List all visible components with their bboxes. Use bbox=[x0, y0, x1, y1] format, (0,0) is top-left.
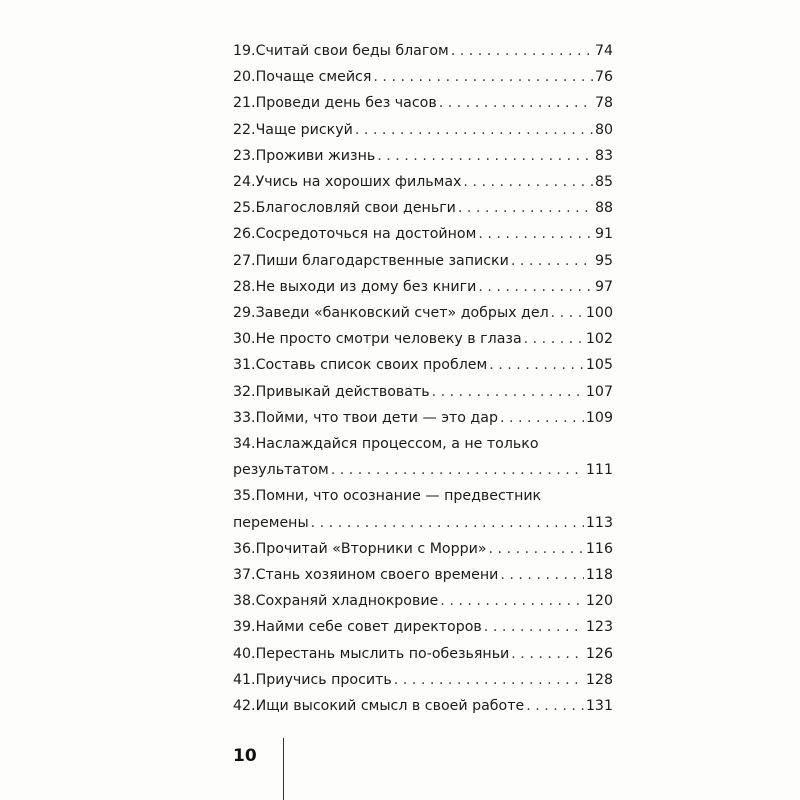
toc-entry-number: 21. bbox=[233, 95, 256, 112]
toc-entry-title: Учись на хороших фильмах bbox=[255, 174, 462, 191]
toc-entry-line bbox=[233, 483, 613, 509]
toc-entry-line bbox=[233, 326, 613, 352]
dot-leader bbox=[432, 379, 584, 405]
toc-entry bbox=[233, 588, 613, 614]
toc-entry-number: 42. bbox=[233, 698, 256, 715]
toc-entry-title: Чаще рискуй bbox=[255, 121, 353, 138]
toc-entry-title: Приучись просить bbox=[255, 671, 392, 688]
dot-leader bbox=[489, 352, 584, 378]
toc-entry-title: Перестань мыслить по-обезьяньи bbox=[255, 645, 510, 662]
toc-page-number: 76 bbox=[594, 69, 613, 86]
toc-page-number: 107 bbox=[585, 383, 613, 400]
toc-page-number: 113 bbox=[585, 514, 613, 531]
toc-page-number: 131 bbox=[585, 698, 613, 715]
dot-leader bbox=[511, 641, 584, 667]
toc-entry bbox=[233, 38, 613, 64]
dot-leader bbox=[478, 221, 593, 247]
toc-page-number: 80 bbox=[594, 121, 613, 138]
toc-page-number: 74 bbox=[594, 43, 613, 59]
dot-leader bbox=[463, 169, 593, 195]
toc-entry-number: 24. bbox=[233, 174, 256, 191]
toc-entry bbox=[233, 379, 613, 405]
toc-entry-number: 38. bbox=[233, 593, 256, 610]
toc-entry bbox=[233, 562, 613, 588]
toc-entry bbox=[233, 221, 613, 247]
dot-leader bbox=[440, 588, 584, 614]
toc-entry-title: Пиши благодарственные записки bbox=[255, 252, 509, 269]
dot-leader bbox=[511, 248, 593, 274]
toc-page-number: 97 bbox=[594, 278, 613, 295]
toc-entry-line bbox=[233, 117, 613, 143]
toc-entry-number: 19. bbox=[233, 43, 256, 59]
toc-entry-title: Прочитай «Вторники с Морри» bbox=[255, 540, 487, 557]
toc-entry-title: Считай свои беды благом bbox=[255, 43, 449, 59]
toc-entry-title-continued: результатом bbox=[233, 462, 329, 479]
dot-leader bbox=[439, 90, 593, 116]
toc-page-number: 83 bbox=[594, 147, 613, 164]
dot-leader bbox=[478, 274, 593, 300]
toc-entry-title: Заведи «банковский счет» добрых дел bbox=[255, 305, 549, 322]
toc-page-number: 100 bbox=[585, 305, 613, 322]
dot-leader bbox=[489, 536, 584, 562]
toc-entry bbox=[233, 195, 613, 221]
toc-page-number: 88 bbox=[594, 200, 613, 217]
toc-entry-line bbox=[233, 169, 613, 195]
toc-entry-number: 23. bbox=[233, 147, 256, 164]
toc-entry-number: 26. bbox=[233, 226, 256, 243]
toc-entry-number: 37. bbox=[233, 567, 256, 584]
dot-leader bbox=[373, 64, 593, 90]
toc-page-number: 109 bbox=[585, 409, 613, 426]
toc-entry bbox=[233, 667, 613, 693]
toc-entry-title-continued: перемены bbox=[233, 514, 309, 531]
toc-entry-title: Стань хозяином своего времени bbox=[255, 567, 499, 584]
dot-leader bbox=[484, 614, 584, 640]
toc-entry-number: 20. bbox=[233, 69, 256, 86]
toc-entry-number: 30. bbox=[233, 331, 256, 348]
dot-leader bbox=[526, 693, 584, 719]
toc-entry-title: Сосредоточься на достойном bbox=[255, 226, 477, 243]
toc-entry-line bbox=[233, 352, 613, 378]
toc-entry-title: Ищи высокий смысл в своей работе bbox=[255, 698, 525, 715]
toc-entry-line bbox=[233, 195, 613, 221]
toc-entry bbox=[233, 169, 613, 195]
toc-entry-number: 29. bbox=[233, 305, 256, 322]
toc-entry bbox=[233, 483, 613, 535]
dot-leader bbox=[355, 117, 593, 143]
toc-page-number: 118 bbox=[585, 567, 613, 584]
toc-entry-line bbox=[233, 431, 613, 457]
toc-entry-line bbox=[233, 405, 613, 431]
toc-entry bbox=[233, 693, 613, 719]
toc-entry-line bbox=[233, 64, 613, 90]
toc-entry bbox=[233, 405, 613, 431]
toc-entry-line bbox=[233, 641, 613, 667]
toc-entry bbox=[233, 352, 613, 378]
toc-entry-title: Не просто смотри человеку в глаза bbox=[255, 331, 522, 348]
footer-divider bbox=[283, 738, 284, 800]
toc-page-number: 95 bbox=[594, 252, 613, 269]
toc-entry-title: Пойми, что твои дети — это дар bbox=[255, 409, 498, 426]
toc-entry-title: Составь список своих проблем bbox=[255, 357, 488, 374]
toc-entry-line bbox=[233, 457, 613, 483]
toc-entry-line bbox=[233, 667, 613, 693]
toc-entry-line bbox=[233, 536, 613, 562]
toc-entry bbox=[233, 431, 613, 483]
dot-leader bbox=[311, 510, 584, 536]
toc-page-number: 105 bbox=[585, 357, 613, 374]
toc-page-number: 91 bbox=[594, 226, 613, 243]
dot-leader bbox=[524, 326, 584, 352]
toc-entry bbox=[233, 90, 613, 116]
toc-entry-number: 35. bbox=[233, 488, 256, 505]
toc-entry bbox=[233, 64, 613, 90]
toc-entry-line bbox=[233, 90, 613, 116]
toc-entry-line bbox=[233, 274, 613, 300]
toc-entry bbox=[233, 614, 613, 640]
toc-entry-title: Наслаждайся процессом, а не только bbox=[255, 436, 539, 453]
dot-leader bbox=[551, 300, 584, 326]
toc-entry-title: Сохраняй хладнокровие bbox=[255, 593, 439, 610]
toc-entry-number: 22. bbox=[233, 121, 256, 138]
toc-entry-title: Проживи жизнь bbox=[255, 147, 376, 164]
toc-entry-line bbox=[233, 38, 613, 64]
toc-page-number: 116 bbox=[585, 540, 613, 557]
dot-leader bbox=[500, 405, 584, 431]
toc-entry-number: 40. bbox=[233, 645, 256, 662]
page-number: 10 bbox=[233, 746, 257, 766]
toc-entry bbox=[233, 143, 613, 169]
toc-entry bbox=[233, 274, 613, 300]
toc-entry-number: 39. bbox=[233, 619, 256, 636]
toc-entry-title: Помни, что осознание — предвестник bbox=[255, 488, 542, 505]
toc-entry-line bbox=[233, 300, 613, 326]
toc-page-number: 128 bbox=[585, 671, 613, 688]
toc-entry bbox=[233, 248, 613, 274]
dot-leader bbox=[394, 667, 584, 693]
toc-entry-title: Проведи день без часов bbox=[255, 95, 437, 112]
toc-entry-number: 33. bbox=[233, 409, 256, 426]
toc-page-number: 123 bbox=[585, 619, 613, 636]
toc-entry-title: Не выходи из дому без книги bbox=[255, 278, 477, 295]
toc-entry-title: Найми себе совет директоров bbox=[255, 619, 482, 636]
toc-entry-line bbox=[233, 588, 613, 614]
toc-entry-line bbox=[233, 248, 613, 274]
toc-entry-line bbox=[233, 143, 613, 169]
toc-entry-number: 25. bbox=[233, 200, 256, 217]
dot-leader bbox=[458, 195, 593, 221]
toc-page-number: 120 bbox=[585, 593, 613, 610]
toc-entry-line bbox=[233, 379, 613, 405]
toc-entry-title: Привыкай действовать bbox=[255, 383, 430, 400]
toc-page-number: 85 bbox=[594, 174, 613, 191]
dot-leader bbox=[500, 562, 584, 588]
toc-entry-number: 27. bbox=[233, 252, 256, 269]
toc-entry-line bbox=[233, 510, 613, 536]
toc-page-number: 78 bbox=[594, 95, 613, 112]
toc-entry-line bbox=[233, 221, 613, 247]
toc-entry-number: 36. bbox=[233, 540, 256, 557]
toc-entry-number: 28. bbox=[233, 278, 256, 295]
toc-entry-number: 34. bbox=[233, 436, 256, 453]
toc-page-number: 111 bbox=[585, 462, 613, 479]
dot-leader bbox=[377, 143, 593, 169]
toc-entry-number: 31. bbox=[233, 357, 256, 374]
toc-entry bbox=[233, 326, 613, 352]
toc-entry-title: Почаще смейся bbox=[255, 69, 372, 86]
table-of-contents bbox=[233, 38, 613, 719]
toc-entry-number: 41. bbox=[233, 671, 256, 688]
toc-entry-line bbox=[233, 562, 613, 588]
toc-entry-title: Благословляй свои деньги bbox=[255, 200, 456, 217]
toc-page-number: 102 bbox=[585, 331, 613, 348]
toc-page-number: 126 bbox=[585, 645, 613, 662]
toc-entry bbox=[233, 641, 613, 667]
toc-entry bbox=[233, 117, 613, 143]
toc-entry-line bbox=[233, 693, 613, 719]
toc-entry-line bbox=[233, 614, 613, 640]
toc-entry bbox=[233, 300, 613, 326]
dot-leader bbox=[331, 457, 584, 483]
dot-leader bbox=[451, 38, 593, 64]
toc-entry bbox=[233, 536, 613, 562]
toc-entry-number: 32. bbox=[233, 383, 256, 400]
